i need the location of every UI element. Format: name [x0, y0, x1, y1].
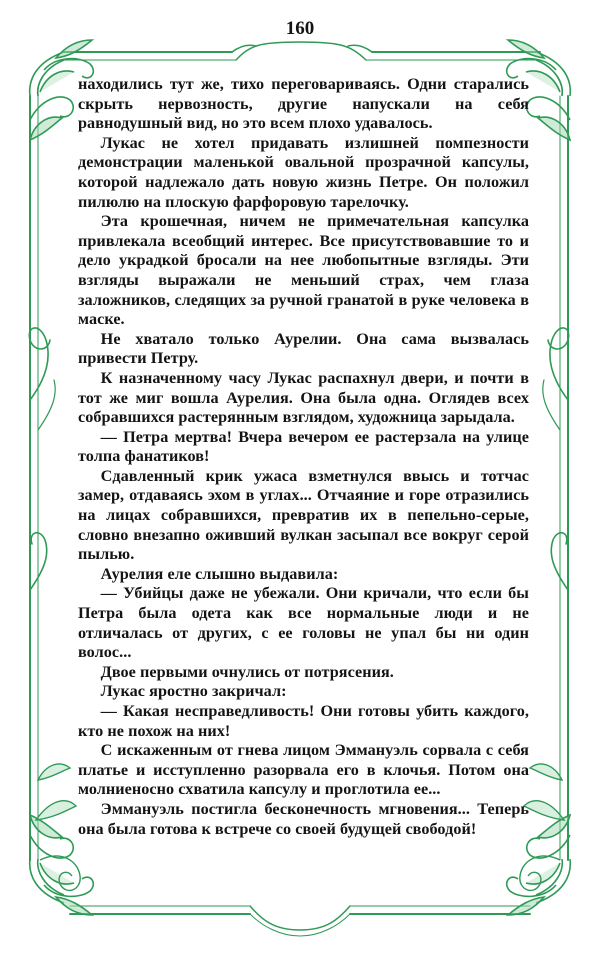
paragraph: Лукас не хотел придавать излишней помпезности демонстрации маленькой овальной прозрачной капсулы, которой надлежало дать новую жизнь Петре. Он положил пилюлю на плоскую фарфоровую тарелочку. [78, 133, 529, 211]
paragraph: Аурелия еле слышно выдавила: [100, 564, 339, 583]
dialogue-line: — Убийцы даже не убежали. Они кричали, что если бы Петра была одета как все нормальные люди и не отличалась от других, с ее головы не упал бы ни один волос... [78, 584, 529, 662]
paragraph: Двое первыми очнулись от потрясения. [100, 662, 394, 681]
body-text [78, 75, 529, 839]
page-number: 160 [285, 18, 315, 39]
paragraph: С искаженным от гнева лицом Эммануэль сорвала с себя платье и исступленно разорвала его в клочья. Потом она молниеносно схватила капсулу и проглотила ее... [78, 741, 529, 799]
paragraph: Не хватало только Аурелии. Она сама вызвалась привести Петру. [78, 329, 529, 368]
paragraph: Эммануэль постигла бесконечность мгновения... Теперь она была готова к встрече со своей будущей свободой! [78, 799, 529, 838]
paragraph: К назначенному часу Лукас распахнул двери, и почти в тот же миг вошла Аурелия. Она была одна. Оглядев всех собравшихся растерянным взглядом, художница зарыдала. [78, 368, 529, 427]
paragraph: Лукас яростно закричал: [100, 682, 287, 701]
paragraph: Эта крошечная, ничем не примечательная капсулка привлекала всеобщий интерес. Все присутствовавшие то и дело украдкой бросали на нее любопытные взгляды. Эти взгляды выражали не меньший страх, чем глаза заложников, следящих за ручной гранатой в руке человека в маске. [78, 212, 529, 329]
dialogue-line: — Петра мертва! Вчера вечером ее растерзала на улице толпа фанатиков! [78, 427, 529, 466]
paragraph: находились тут же, тихо переговариваясь. Одни старались скрыть нервозность, другие напускали на себя равнодушный вид, но это всем плохо удавалось. [78, 75, 529, 133]
dialogue-line: — Какая несправедливость! Они готовы убить каждого, кто не похож на них! [78, 702, 529, 740]
spiral-ornament [40, 856, 560, 890]
paragraph: Сдавленный крик ужаса взметнулся ввысь и тотчас замер, отдаваясь эхом в углах... Отчаяние и горе отразились на лицах собравшихся, превратив их в пепельно-серые, словно внезапно оживший вулкан засыпал все вокруг серой пылью. [78, 466, 529, 564]
